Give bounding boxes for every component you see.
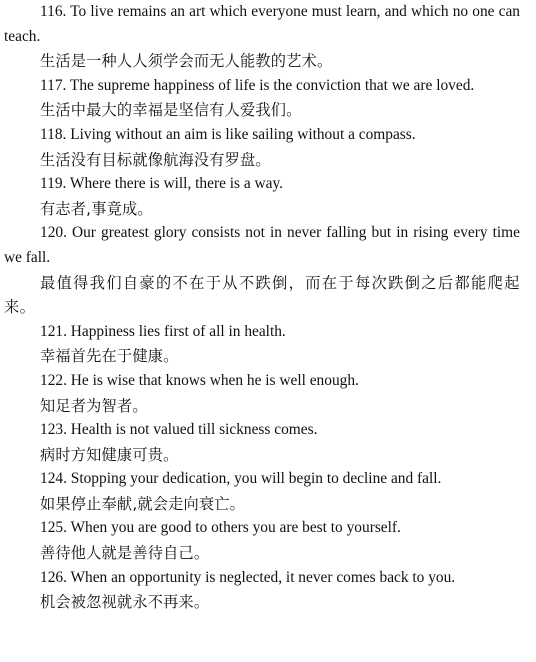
entry-123-english: 123. Health is not valued till sickness comes. — [40, 421, 318, 439]
entry-118-english: 118. Living without an aim is like sailing without a compass. — [40, 125, 416, 143]
entry-122-english: 122. He is wise that knows when he is well enough. — [40, 371, 359, 389]
entry-121-english: 121. Happiness lies first of all in health. — [40, 322, 286, 340]
entry-125-chinese: 善待他人就是善待自己。 — [40, 544, 210, 563]
entry-118-chinese: 生活没有目标就像航海没有罗盘。 — [40, 150, 271, 169]
entry-116-english: 116. To live remains an art which everyone must learn, and which no one can teach. — [4, 3, 520, 45]
entry-117-chinese: 生活中最大的幸福是坚信有人爱我们。 — [40, 101, 302, 120]
entry-120-english: 120. Our greatest glory consists not in never falling but in rising every time we fall. — [4, 224, 520, 266]
entry-124-chinese: 如果停止奉献,就会走向衰亡。 — [40, 494, 246, 513]
entry-117-english: 117. The supreme happiness of life is the conviction that we are loved. — [40, 76, 475, 94]
entry-120-chinese: 最值得我们自豪的不在于从不跌倒，而在于每次跌倒之后都能爬起来。 — [4, 273, 520, 317]
entry-121-chinese: 幸福首先在于健康。 — [40, 347, 179, 366]
entry-119-chinese: 有志者,事竟成。 — [40, 199, 153, 218]
entry-119-english: 119. Where there is will, there is a way. — [40, 175, 284, 193]
entry-125-english: 125. When you are good to others you are best to yourself. — [40, 519, 401, 537]
entry-126-chinese: 机会被忽视就永不再来。 — [40, 593, 210, 612]
entry-124-english: 124. Stopping your dedication, you will begin to decline and fall. — [40, 470, 442, 488]
entry-116-chinese: 生活是一种人人须学会而无人能教的艺术。 — [40, 52, 333, 71]
entry-126-english: 126. When an opportunity is neglected, it never comes back to you. — [40, 568, 456, 586]
entry-123-chinese: 病时方知健康可贵。 — [40, 445, 179, 464]
entry-122-chinese: 知足者为智者。 — [40, 396, 148, 415]
